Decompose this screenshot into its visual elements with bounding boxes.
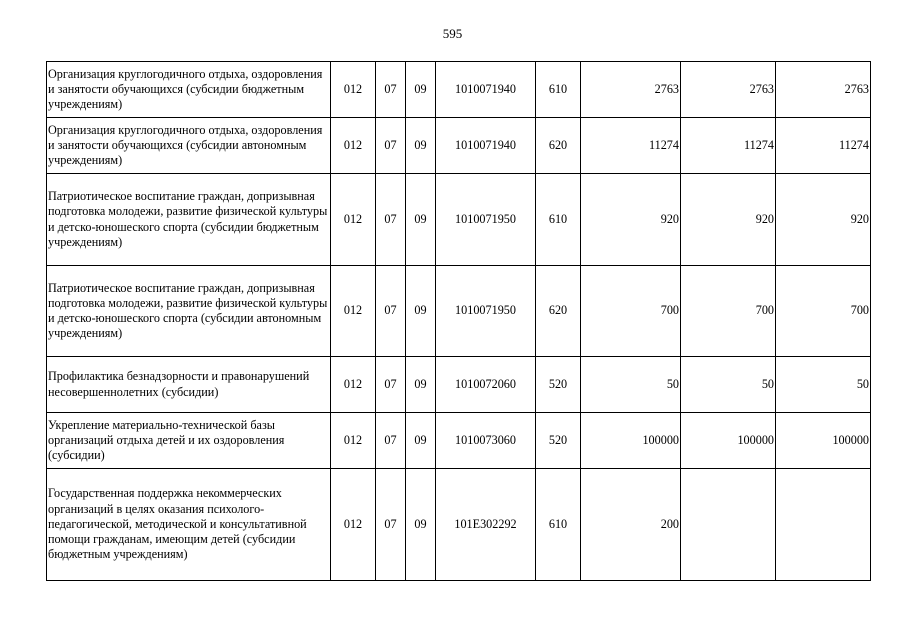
row-name: Патриотическое воспитание граждан, допризывная подготовка молодежи, развитие физической культуры и детско-юношеского спорта (субсидии автономным учреждениям) <box>47 266 331 357</box>
target-article-code: 1010071940 <box>436 62 536 118</box>
amount-year-3: 11274 <box>776 118 871 174</box>
ministry-code: 012 <box>331 62 376 118</box>
amount-year-2: 50 <box>681 357 776 413</box>
amount-year-1: 920 <box>581 174 681 266</box>
amount-year-1: 700 <box>581 266 681 357</box>
amount-year-2: 100000 <box>681 413 776 469</box>
amount-year-3: 700 <box>776 266 871 357</box>
table-row <box>47 469 871 581</box>
amount-year-1: 11274 <box>581 118 681 174</box>
amount-year-1: 50 <box>581 357 681 413</box>
ministry-code: 012 <box>331 469 376 581</box>
row-name: Организация круглогодичного отдыха, оздоровления и занятости обучающихся (субсидии бюджетным учреждениям) <box>47 62 331 118</box>
section-code: 07 <box>376 357 406 413</box>
expense-type-code: 610 <box>536 62 581 118</box>
section-code: 07 <box>376 266 406 357</box>
table-row <box>47 174 871 266</box>
subsection-code: 09 <box>406 357 436 413</box>
target-article-code: 1010071950 <box>436 174 536 266</box>
ministry-code: 012 <box>331 413 376 469</box>
row-name: Патриотическое воспитание граждан, допризывная подготовка молодежи, развитие физической культуры и детско-юношеского спорта (субсидии бюджетным учреждениям) <box>47 174 331 266</box>
amount-year-3 <box>776 469 871 581</box>
amount-year-2: 11274 <box>681 118 776 174</box>
row-name: Государственная поддержка некоммерческих организаций в целях оказания психолого-педагогической, методической и консультативной помощи гражданам, имеющим детей (субсидии бюджетным учреждениям) <box>47 469 331 581</box>
section-code: 07 <box>376 413 406 469</box>
table-row <box>47 413 871 469</box>
table-row <box>47 62 871 118</box>
page-number: 595 <box>442 26 463 41</box>
subsection-code: 09 <box>406 118 436 174</box>
expense-type-code: 520 <box>536 357 581 413</box>
amount-year-1: 2763 <box>581 62 681 118</box>
amount-year-2: 920 <box>681 174 776 266</box>
table-row <box>47 357 871 413</box>
subsection-code: 09 <box>406 62 436 118</box>
budget-table <box>46 61 871 581</box>
amount-year-3: 2763 <box>776 62 871 118</box>
ministry-code: 012 <box>331 266 376 357</box>
amount-year-3: 100000 <box>776 413 871 469</box>
subsection-code: 09 <box>406 469 436 581</box>
expense-type-code: 620 <box>536 266 581 357</box>
section-code: 07 <box>376 469 406 581</box>
subsection-code: 09 <box>406 266 436 357</box>
subsection-code: 09 <box>406 174 436 266</box>
amount-year-3: 50 <box>776 357 871 413</box>
target-article-code: 1010072060 <box>436 357 536 413</box>
amount-year-2: 2763 <box>681 62 776 118</box>
amount-year-2: 700 <box>681 266 776 357</box>
expense-type-code: 620 <box>536 118 581 174</box>
table-row <box>47 118 871 174</box>
target-article-code: 1010073060 <box>436 413 536 469</box>
section-code: 07 <box>376 62 406 118</box>
amount-year-3: 920 <box>776 174 871 266</box>
table-row <box>47 266 871 357</box>
expense-type-code: 610 <box>536 469 581 581</box>
target-article-code: 1010071950 <box>436 266 536 357</box>
row-name: Укрепление материально-технической базы организаций отдыха детей и их оздоровления (субсидии) <box>47 413 331 469</box>
row-name: Профилактика безнадзорности и правонарушений несовершеннолетних (субсидии) <box>47 357 331 413</box>
ministry-code: 012 <box>331 357 376 413</box>
target-article-code: 1010071940 <box>436 118 536 174</box>
section-code: 07 <box>376 174 406 266</box>
amount-year-2 <box>681 469 776 581</box>
target-article-code: 101E302292 <box>436 469 536 581</box>
expense-type-code: 520 <box>536 413 581 469</box>
expense-type-code: 610 <box>536 174 581 266</box>
amount-year-1: 200 <box>581 469 681 581</box>
row-name: Организация круглогодичного отдыха, оздоровления и занятости обучающихся (субсидии автономным учреждениям) <box>47 118 331 174</box>
amount-year-1: 100000 <box>581 413 681 469</box>
subsection-code: 09 <box>406 413 436 469</box>
ministry-code: 012 <box>331 174 376 266</box>
ministry-code: 012 <box>331 118 376 174</box>
section-code: 07 <box>376 118 406 174</box>
